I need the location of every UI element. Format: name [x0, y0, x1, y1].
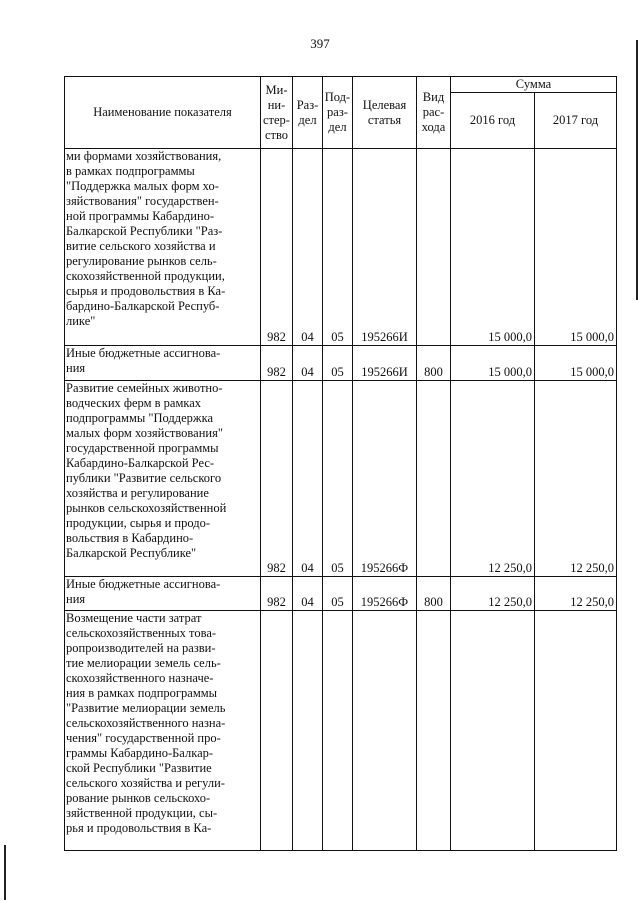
row-2016: 12 250,0	[451, 577, 535, 611]
row-expense-type	[417, 149, 451, 346]
row-target: 195266Ф	[353, 577, 417, 611]
row-2017: 15 000,0	[535, 149, 617, 346]
row-2016: 15 000,0	[451, 149, 535, 346]
row-ministry	[261, 611, 293, 851]
row-2016	[451, 611, 535, 851]
row-section: 04	[293, 381, 323, 577]
row-ministry: 982	[261, 346, 293, 381]
row-name: ми формами хозяйствования, в рамках подпрограммы "Поддержка малых форм хо- зяйствования" государствен- ной программы Кабардино- Балкарской Республики "Раз- витие сельского хозяйства и регулирование рынков сель- скохозяйственной продукции, сырья и продовольствия в Ка- бардино-Балкарской Респуб- лике"	[65, 149, 261, 346]
row-2017: 12 250,0	[535, 381, 617, 577]
row-section: 04	[293, 346, 323, 381]
row-ministry: 982	[261, 149, 293, 346]
row-name: Иные бюджетные ассигнова- ния	[65, 577, 261, 611]
row-target: 195266И	[353, 149, 417, 346]
row-subsection: 05	[323, 149, 353, 346]
header-subsection: Под- раз- дел	[323, 77, 353, 149]
header-ministry: Ми- ни- стер- ство	[261, 77, 293, 149]
table-row	[65, 381, 617, 577]
row-expense-type	[417, 381, 451, 577]
row-ministry: 982	[261, 381, 293, 577]
table-row	[65, 611, 617, 851]
row-subsection: 05	[323, 577, 353, 611]
row-expense-type	[417, 611, 451, 851]
row-expense-type: 800	[417, 346, 451, 381]
header-year-2017: 2017 год	[535, 93, 617, 149]
header-expense-type: Вид рас- хода	[417, 77, 451, 149]
row-subsection	[323, 611, 353, 851]
header-section: Раз- дел	[293, 77, 323, 149]
table-row	[65, 346, 617, 381]
row-subsection: 05	[323, 381, 353, 577]
row-name: Иные бюджетные ассигнова- ния	[65, 346, 261, 381]
row-2017: 12 250,0	[535, 577, 617, 611]
header-target: Целевая статья	[353, 77, 417, 149]
table-row	[65, 149, 617, 346]
row-2017: 15 000,0	[535, 346, 617, 381]
row-2016: 12 250,0	[451, 381, 535, 577]
scan-edge-line	[4, 845, 6, 900]
row-2017	[535, 611, 617, 851]
row-ministry: 982	[261, 577, 293, 611]
page-number: 397	[310, 36, 330, 51]
row-target: 195266Ф	[353, 381, 417, 577]
scan-edge-line	[636, 40, 638, 300]
row-section	[293, 611, 323, 851]
row-section: 04	[293, 577, 323, 611]
row-2016: 15 000,0	[451, 346, 535, 381]
table-row	[65, 577, 617, 611]
row-name: Развитие семейных животно- водческих ферм в рамках подпрограммы "Поддержка малых форм хозяйствования" государственной программы Кабардино-Балкарской Рес- публики "Развитие сельского хозяйства и регулирование рынков сельскохозяйственной продукции, сырья и продо- вольствия в Кабардино- Балкарской Республике"	[65, 381, 261, 577]
header-name: Наименование показателя	[65, 77, 261, 149]
row-section: 04	[293, 149, 323, 346]
row-subsection: 05	[323, 346, 353, 381]
row-name: Возмещение части затрат сельскохозяйственных това- ропроизводителей на разви- тие мелиорации земель сель- скохозяйственного назначе- ния в рамках подпрограммы "Развитие мелиорации земель сельскохозяйственного назна- чения" государственной про- граммы Кабардино-Балкар- ской Республики "Развитие сельского хозяйства и регули- рование рынков сельскохо- зяйственной продукции, сы- рья и продовольствия в Ка-	[65, 611, 261, 851]
header-year-2016: 2016 год	[451, 93, 535, 149]
row-expense-type: 800	[417, 577, 451, 611]
row-target: 195266И	[353, 346, 417, 381]
header-sum: Сумма	[451, 77, 617, 93]
row-target	[353, 611, 417, 851]
budget-table	[64, 76, 617, 851]
